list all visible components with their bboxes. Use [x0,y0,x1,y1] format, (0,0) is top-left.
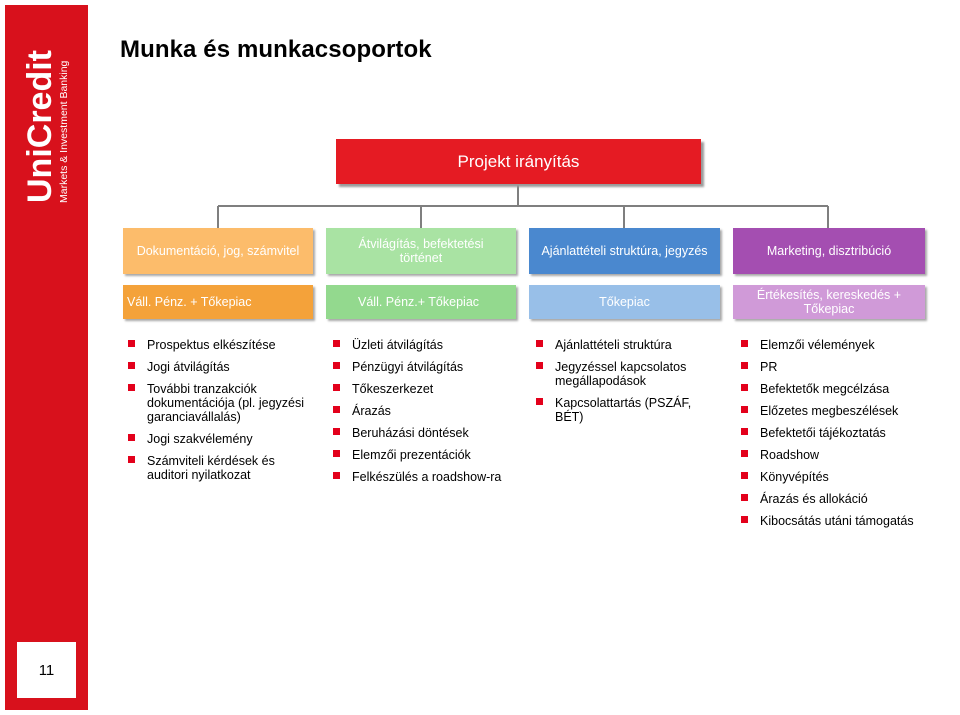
bullet-icon [128,434,135,441]
marketing-distribution-box: Marketing, disztribúció [733,228,925,274]
projekt-iranyitas-box: Projekt irányítás [336,139,701,184]
bullet-icon [128,362,135,369]
bullet-icon [333,428,340,435]
team-box-2: Váll. Pénz.+ Tőkepiac [326,285,516,319]
bullet-icon [333,340,340,347]
bullet-icon [536,398,543,405]
list-item: Elemzői prezentációk [331,448,521,462]
bullet-icon [128,340,135,347]
list-item: Roadshow [739,448,939,462]
list-item: Árazás [331,404,521,418]
list-item: Kibocsátás utáni támogatás [739,514,939,528]
bullet-icon [741,450,748,457]
team-box-3: Tőkepiac [529,285,720,319]
list-item: Befektetői tájékoztatás [739,426,939,440]
list-item: PR [739,360,939,374]
column-documentation [126,338,306,482]
page-title: Munka és munkacsoportok [120,36,432,63]
list-item: Könyvépítés [739,470,939,484]
bullet-icon [741,494,748,501]
bullet-icon [128,456,135,463]
list-item: Jogi szakvélemény [126,432,306,446]
offer-structure-box: Ajánlattételi struktúra, jegyzés [529,228,720,274]
bullet-icon [333,472,340,479]
list-item: További tranzakciók dokumentációja (pl. jegyzési garanciavállalás) [126,382,306,424]
bullet-icon [741,384,748,391]
team-box-4: Értékesítés, kereskedés + Tőkepiac [733,285,925,319]
bullet-icon [741,362,748,369]
bullet-icon [741,472,748,479]
list-item: Jegyzéssel kapcsolatos megállapodások [534,360,705,388]
list-item: Számviteli kérdések és auditori nyilatkozat [126,454,306,482]
bullet-icon [536,362,543,369]
list-item: Kapcsolattartás (PSZÁF, BÉT) [534,396,705,424]
list-item: Elemzői vélemények [739,338,939,352]
bullet-icon [333,406,340,413]
bullet-icon [741,428,748,435]
list-item: Tőkeszerkezet [331,382,521,396]
team-box-1: Váll. Pénz. + Tőkepiac [123,285,313,319]
column-due-diligence [331,338,521,484]
list-item: Felkészülés a roadshow-ra [331,470,521,484]
due-diligence-box: Átvilágítás, befektetési történet [326,228,516,274]
list-item: Ajánlattételi struktúra [534,338,714,352]
list-item: Jogi átvilágítás [126,360,306,374]
svg-text:UniCredit: UniCredit [21,50,59,203]
bullet-icon [333,362,340,369]
bullet-icon [741,516,748,523]
column-marketing [739,338,939,528]
svg-text:Markets & Investment Banking: Markets & Investment Banking [58,60,70,203]
list-item: Árazás és allokáció [739,492,939,506]
column-offer-structure [534,338,714,424]
list-item: Pénzügyi átvilágítás [331,360,521,374]
bullet-icon [741,340,748,347]
list-item: Üzleti átvilágítás [331,338,521,352]
doc-law-accounting-box: Dokumentáció, jog, számvitel [123,228,313,274]
bullet-icon [536,340,543,347]
list-item: Prospektus elkészítése [126,338,306,352]
list-item: Előzetes megbeszélések [739,404,939,418]
list-item: Beruházási döntések [331,426,521,440]
page-number: 11 [17,642,76,698]
bullet-icon [333,384,340,391]
list-item: Befektetők megcélzása [739,382,939,396]
bullet-icon [333,450,340,457]
bullet-icon [128,384,135,391]
bullet-icon [741,406,748,413]
